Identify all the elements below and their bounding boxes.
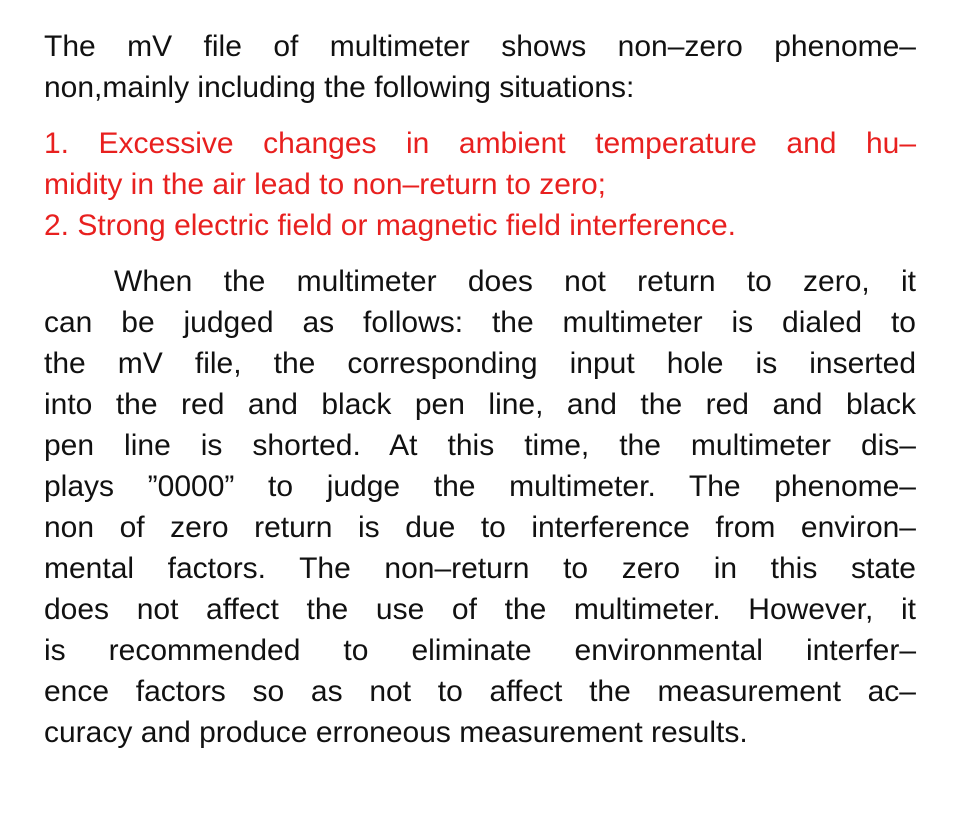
situation-line: midity in the air lead to non–return to zero; bbox=[44, 168, 606, 201]
intro-paragraph bbox=[44, 26, 916, 108]
body-line: ence factors so as not to affect the measurement ac– bbox=[44, 675, 916, 708]
body-line: pen line is shorted. At this time, the multimeter dis– bbox=[44, 429, 916, 462]
body-line: non of zero return is due to interference from environ– bbox=[44, 511, 916, 544]
body-line: is recommended to eliminate environmental interfer– bbox=[44, 634, 916, 667]
body-line: does not affect the use of the multimeter. However, it bbox=[44, 593, 916, 626]
situation-line: 2. Strong electric field or magnetic field interference. bbox=[44, 209, 737, 242]
intro-line: The mV file of multimeter shows non–zero phenome– bbox=[44, 30, 916, 63]
situation-line: 1. Excessive changes in ambient temperature and hu– bbox=[44, 127, 916, 160]
body-line: mental factors. The non–return to zero in this state bbox=[44, 552, 916, 585]
body-line: into the red and black pen line, and the red and black bbox=[44, 388, 916, 421]
situation-item-2 bbox=[44, 205, 916, 246]
body-line: plays ”0000” to judge the multimeter. The phenome– bbox=[44, 470, 916, 503]
body-line: curacy and produce erroneous measurement results. bbox=[44, 716, 748, 749]
body-paragraph bbox=[44, 261, 916, 753]
body-line: can be judged as follows: the multimeter is dialed to bbox=[44, 306, 916, 339]
body-line: When the multimeter does not return to zero, it bbox=[114, 265, 916, 298]
intro-line: non,mainly including the following situations: bbox=[44, 71, 635, 104]
situation-item-1 bbox=[44, 123, 916, 205]
body-line: the mV file, the corresponding input hole is inserted bbox=[44, 347, 916, 380]
situations-list bbox=[44, 123, 916, 246]
document-page bbox=[44, 26, 916, 753]
